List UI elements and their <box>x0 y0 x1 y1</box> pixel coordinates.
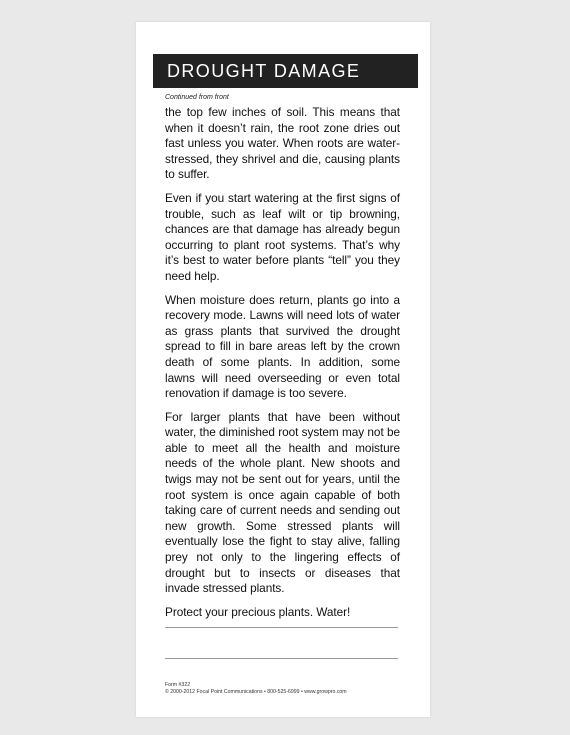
page-title: DROUGHT DAMAGE <box>167 61 361 81</box>
flyer-card <box>136 22 430 717</box>
title-banner <box>153 54 418 88</box>
body-text <box>165 105 400 628</box>
form-number: Form #322 <box>165 682 191 688</box>
paragraph-3: When moisture does return, plants go into a recovery mode. Lawns will need lots of water as grass plants that survived the drought spread to fill in bare areas left by the crown death of some plants. In addition, some lawns will need overseeding or even total renovation if damage is too severe. <box>165 292 400 401</box>
write-in-line-2 <box>165 658 398 659</box>
continued-note: Continued from front <box>165 94 229 101</box>
paragraph-1: the top few inches of soil. This means that when it doesn’t rain, the root zone dries out fast unless you water. When roots are water-stressed, they shrivel and die, causing plants to suffer. <box>165 105 400 182</box>
paragraph-4: For larger plants that have been without water, the diminished root system may not be able to meet all the health and moisture needs of the whole plant. New shoots and twigs may not be sent out for years, until the root system is once again capable of both taking care of current needs and sending out new growth. Some stressed plants will eventually lose the fight to stay alive, falling prey not only to the lingering effects of drought but to insects or diseases that invade stressed plants. <box>165 409 400 596</box>
write-in-line-1 <box>165 627 398 628</box>
copyright-line: © 2000-2012 Focal Point Communications • 800-525-6999 • www.growpro.com <box>165 689 347 695</box>
paragraph-2: Even if you start watering at the first signs of trouble, such as leaf wilt or tip browning, chances are that damage has already begun occurring to plant root systems. That’s why it’s best to water before plants “tell” you they need help. <box>165 190 400 283</box>
paragraph-5: Protect your precious plants. Water! <box>165 604 351 619</box>
footer <box>165 682 347 696</box>
